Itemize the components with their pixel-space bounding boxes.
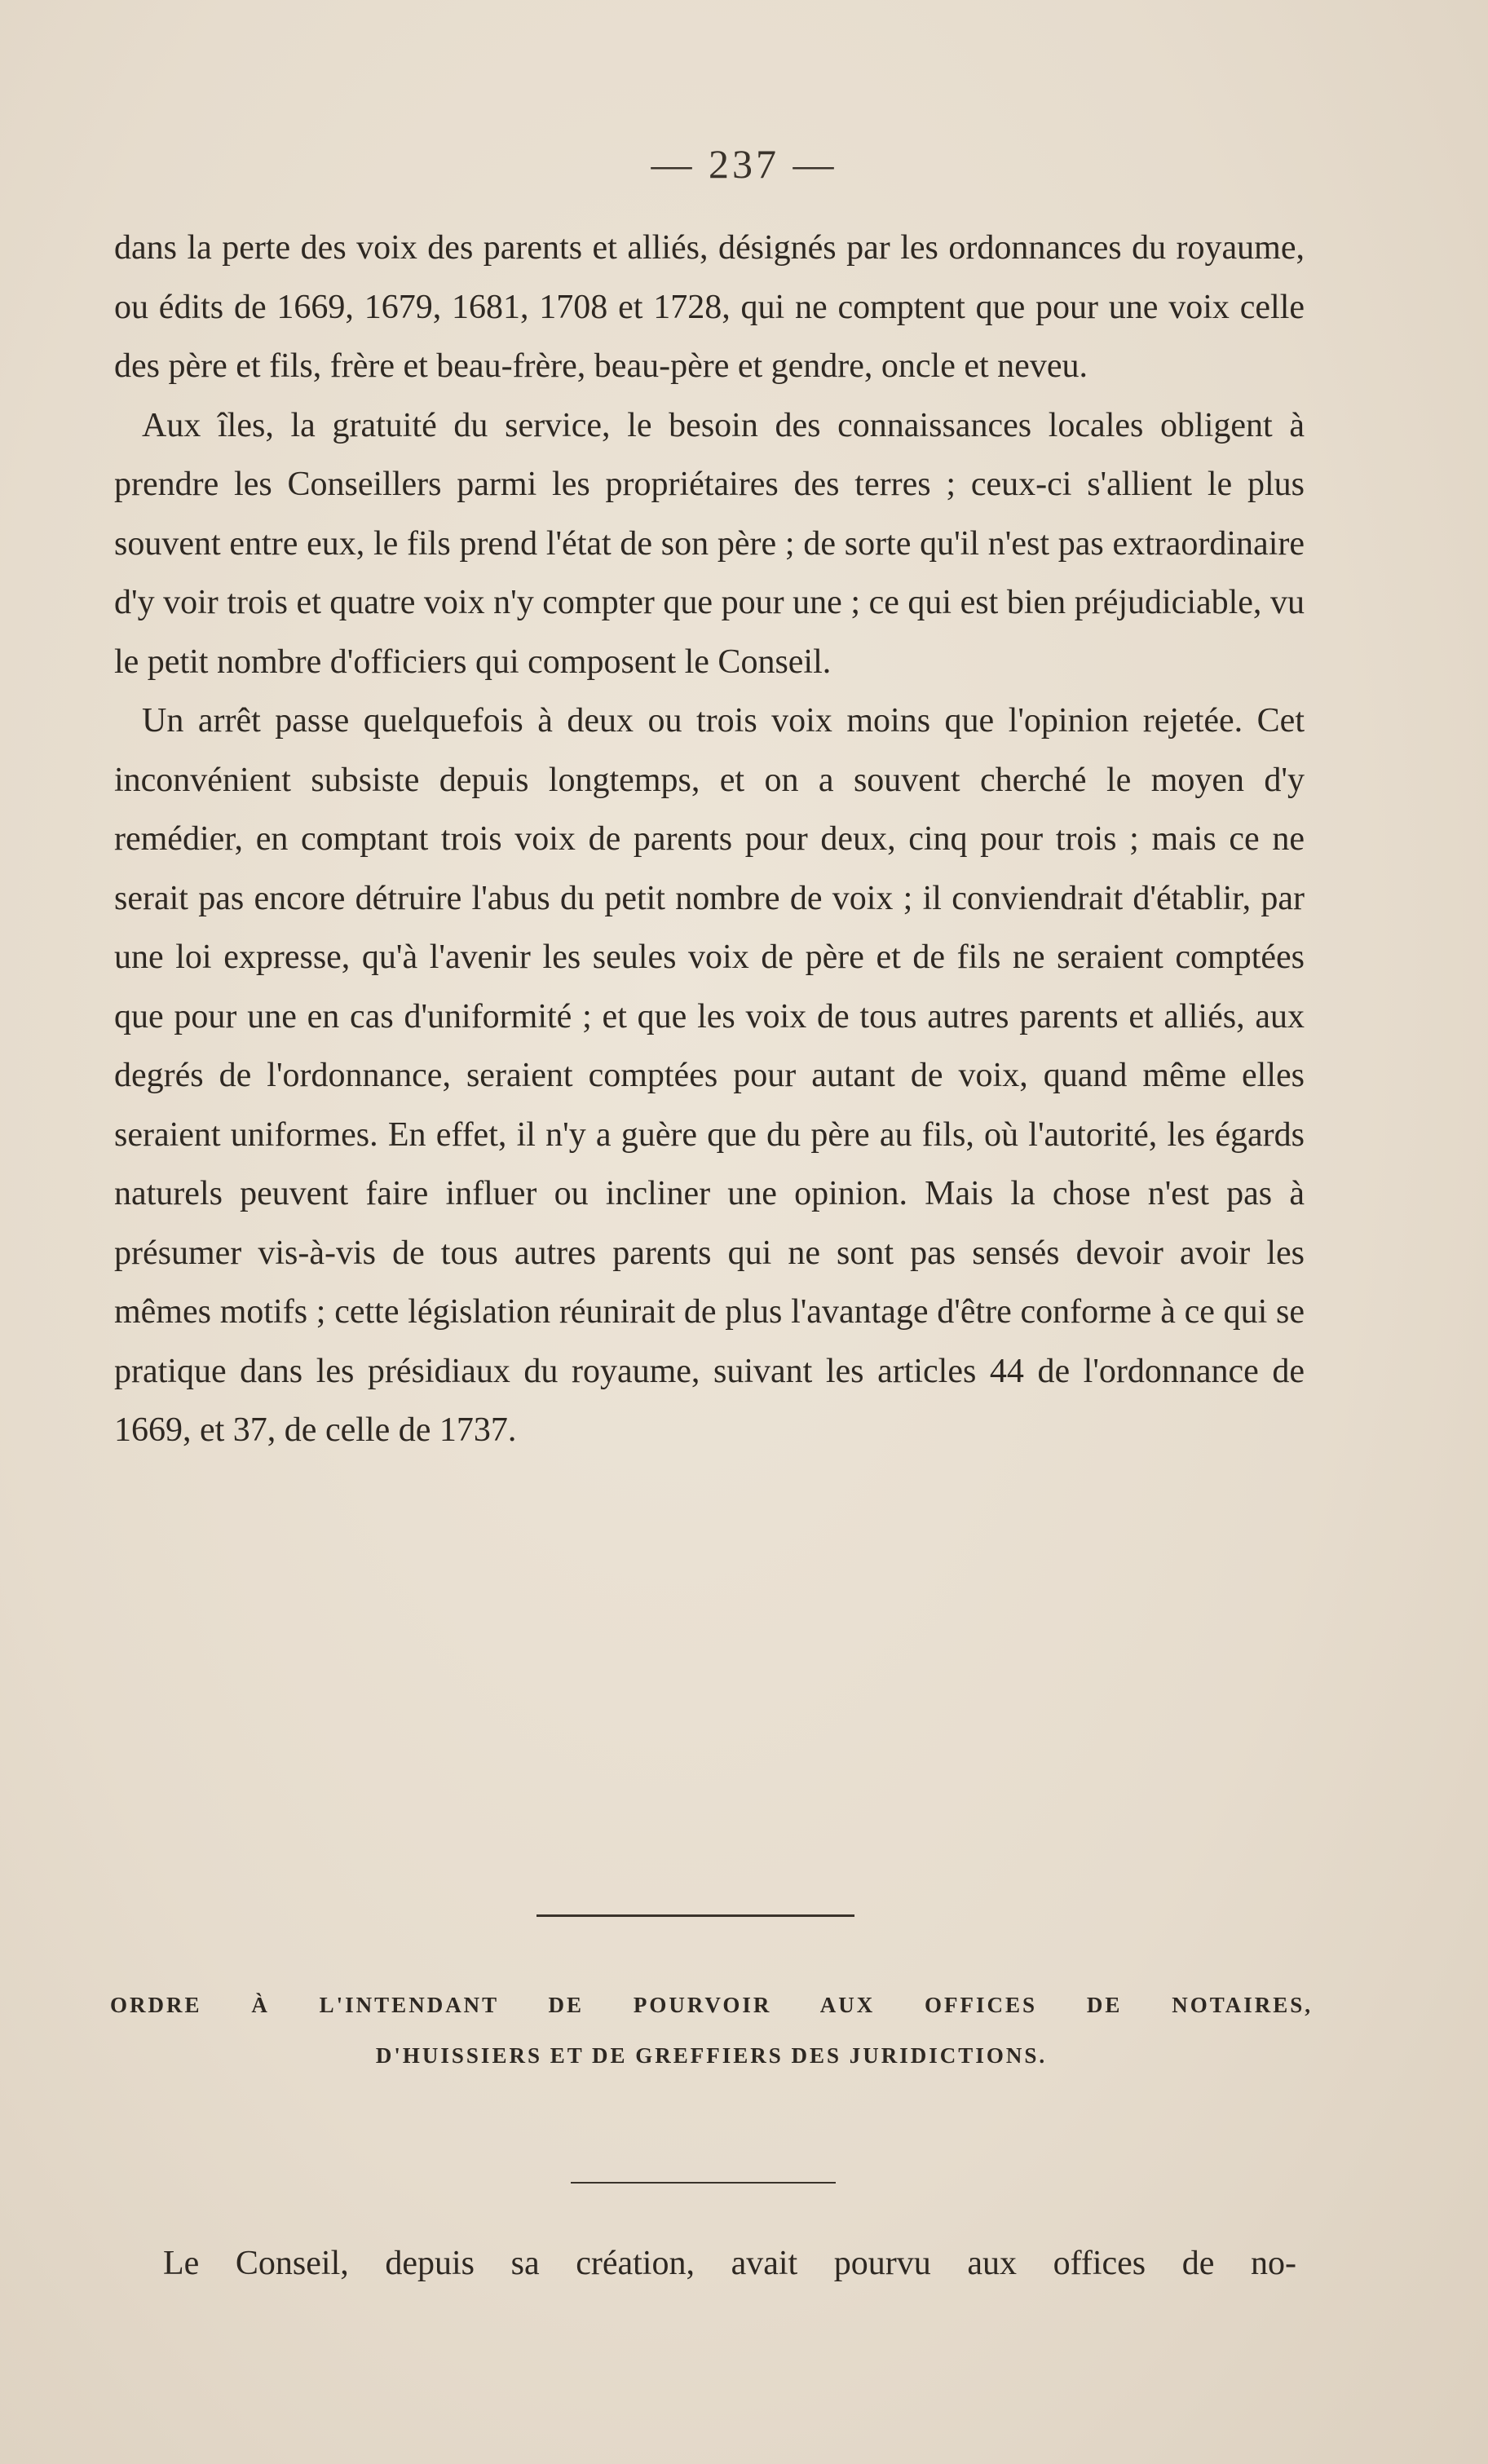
section-heading-line-1: ORDRE À L'INTENDANT DE POURVOIR AUX OFFICES DE NOTAIRES,	[110, 1993, 1313, 2017]
section-divider-top	[536, 1914, 854, 1917]
section-heading-line-2: D'HUISSIERS ET DE GREFFIERS DES JURIDICTIONS.	[375, 2043, 1048, 2068]
closing-paragraph: Le Conseil, depuis sa création, avait pourvu aux offices de no-	[163, 2245, 1296, 2282]
paragraph-3: Un arrêt passe quelquefois à deux ou trois voix moins que l'opinion rejetée. Cet inconvénient subsiste depuis longtemps, et on a souvent cherché le moyen d'y remédier, en comptant trois voix de parents pour deux, cinq pour trois ; mais ce ne serait pas encore détruire l'abus du petit nombre de voix ; il conviendrait d'établir, par une loi expresse, qu'à l'avenir les seules voix de père et de fils ne seraient comptées que pour une en cas d'uniformité ; et que les voix de tous autres parents et alliés, aux degrés de l'ordonnance, seraient comptées pour autant de voix, quand même elles seraient uniformes. En effet, il n'y a guère que du père au fils, où l'autorité, les égards naturels peuvent faire influer ou incliner une opinion. Mais la chose n'est pas à présumer vis-à-vis de tous autres parents qui ne sont pas sensés devoir avoir les mêmes motifs ; cette législation réunirait de plus l'avantage d'être conforme à ce qui se pratique dans les présidiaux du royaume, suivant les articles 44 de l'ordonnance de 1669, et 37, de celle de 1737.	[114, 702, 1305, 1449]
paragraph-1: dans la perte des voix des parents et alliés, désignés par les ordonnances du royaume, ou édits de 1669, 1679, 1681, 1708 et 1728, qui ne comptent que pour une voix celle des père et fils, frère et beau-frère, beau-père et gendre, oncle et neveu.	[114, 229, 1305, 385]
body-text	[114, 219, 1305, 1460]
paragraph-2: Aux îles, la gratuité du service, le besoin des connaissances locales obligent à prendre les Conseillers parmi les propriétaires des terres ; ceux-ci s'allient le plus souvent entre eux, le fils prend l'état de son père ; de sorte qu'il n'est pas extraordinaire d'y voir trois et quatre voix n'y compter que pour une ; ce qui est bien préjudiciable, vu le petit nombre d'officiers qui composent le Conseil.	[114, 406, 1305, 681]
page-number: — 237 —	[651, 141, 837, 187]
section-heading	[110, 1980, 1313, 2081]
section-divider-bottom	[571, 2182, 836, 2184]
